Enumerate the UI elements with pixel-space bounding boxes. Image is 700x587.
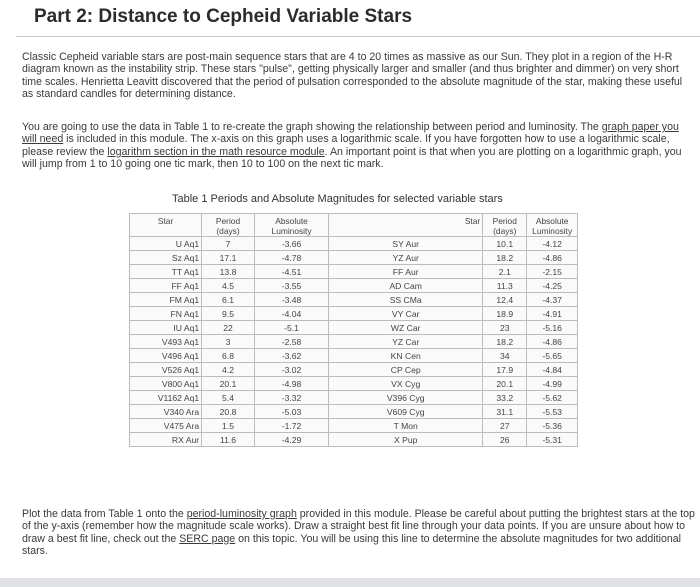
absolute-magnitude-cell: -3.62 <box>254 349 328 363</box>
page-title: Part 2: Distance to Cepheid Variable Stars <box>34 6 413 27</box>
table-row <box>130 279 578 293</box>
absolute-magnitude-cell: -3.02 <box>254 363 328 377</box>
absolute-magnitude-cell: -3.66 <box>254 237 328 251</box>
star-name-cell: V493 Aq1 <box>130 335 202 349</box>
instructions-paragraph <box>22 121 694 171</box>
period-cell: 5.4 <box>202 391 255 405</box>
period-cell: 11.6 <box>202 433 255 447</box>
period-2-cell: 18.2 <box>483 335 527 349</box>
star-name-cell: TT Aq1 <box>130 265 202 279</box>
star-name-2-cell: X Pup <box>329 433 483 447</box>
star-name-2-cell: VY Car <box>329 307 483 321</box>
table-row <box>130 419 578 433</box>
absolute-magnitude-2-cell: -4.86 <box>527 251 578 265</box>
period-2-cell: 23 <box>483 321 527 335</box>
period-cell: 6.8 <box>202 349 255 363</box>
absolute-magnitude-cell: -2.58 <box>254 335 328 349</box>
period-cell: 7 <box>202 237 255 251</box>
star-name-2-cell: V396 Cyg <box>329 391 483 405</box>
period-cell: 22 <box>202 321 255 335</box>
star-name-cell: V1162 Aq1 <box>130 391 202 405</box>
period-2-cell: 17.9 <box>483 363 527 377</box>
absolute-magnitude-2-cell: -4.37 <box>527 293 578 307</box>
table-row <box>130 265 578 279</box>
period-cell: 1.5 <box>202 419 255 433</box>
period-2-cell: 10.1 <box>483 237 527 251</box>
star-name-2-cell: KN Cen <box>329 349 483 363</box>
absolute-magnitude-2-cell: -4.91 <box>527 307 578 321</box>
period-cell: 13.8 <box>202 265 255 279</box>
absolute-magnitude-cell: -3.32 <box>254 391 328 405</box>
star-name-cell: FM Aq1 <box>130 293 202 307</box>
period-2-cell: 33.2 <box>483 391 527 405</box>
absolute-magnitude-2-cell: -5.16 <box>527 321 578 335</box>
period-cell: 4.5 <box>202 279 255 293</box>
period-2-cell: 18.9 <box>483 307 527 321</box>
period-2-cell: 31.1 <box>483 405 527 419</box>
star-name-cell: IU Aq1 <box>130 321 202 335</box>
table-caption: Table 1 Periods and Absolute Magnitudes for selected variable stars <box>172 193 503 205</box>
absolute-magnitude-cell: -3.55 <box>254 279 328 293</box>
absolute-magnitude-cell: -4.04 <box>254 307 328 321</box>
para2-text-3: . An important point is that when you are plotting on a logarithmic graph, you will jump from 1 to 10 going one tic mark, then 10 to 100 on the next tic mark. <box>22 145 682 171</box>
star-name-cell: FF Aq1 <box>130 279 202 293</box>
absolute-magnitude-cell: -4.98 <box>254 377 328 391</box>
para3-text-3: on this topic. You will be using this line to determine the absolute magnitudes for two additional stars. <box>22 532 681 558</box>
table-row <box>130 307 578 321</box>
absolute-magnitude-cell: -4.29 <box>254 433 328 447</box>
star-name-cell: Sz Aq1 <box>130 251 202 265</box>
graph-paper-link[interactable]: graph paper you will need <box>22 121 679 146</box>
header-period-2-line2: (days) <box>493 226 517 236</box>
header-star-2: Star <box>329 214 483 237</box>
star-name-cell: U Aq1 <box>130 237 202 251</box>
star-name-cell: RX Aur <box>130 433 202 447</box>
table-row <box>130 405 578 419</box>
absolute-magnitude-2-cell: -5.36 <box>527 419 578 433</box>
star-name-2-cell: AD Cam <box>329 279 483 293</box>
absolute-magnitude-2-cell: -4.99 <box>527 377 578 391</box>
star-name-2-cell: V609 Cyg <box>329 405 483 419</box>
star-name-2-cell: T Mon <box>329 419 483 433</box>
header-absolute-2 <box>527 214 578 237</box>
star-name-2-cell: YZ Aur <box>329 251 483 265</box>
absolute-magnitude-cell: -4.78 <box>254 251 328 265</box>
star-name-cell: V800 Aq1 <box>130 377 202 391</box>
period-cell: 20.1 <box>202 377 255 391</box>
table-row <box>130 363 578 377</box>
star-name-2-cell: VX Cyg <box>329 377 483 391</box>
star-name-cell: FN Aq1 <box>130 307 202 321</box>
header-absolute-line1: Absolute <box>275 216 308 226</box>
period-2-cell: 27 <box>483 419 527 433</box>
period-2-cell: 2.1 <box>483 265 527 279</box>
table-row <box>130 377 578 391</box>
absolute-magnitude-2-cell: -4.25 <box>527 279 578 293</box>
plotting-paragraph <box>22 508 698 558</box>
period-cell: 17.1 <box>202 251 255 265</box>
period-cell: 3 <box>202 335 255 349</box>
para2-text-1: You are going to use the data in Table 1 to re-create the graph showing the relationship between period and luminosity. The <box>22 121 602 133</box>
period-cell: 9.5 <box>202 307 255 321</box>
absolute-magnitude-cell: -4.51 <box>254 265 328 279</box>
absolute-magnitude-cell: -5.03 <box>254 405 328 419</box>
header-period-2 <box>483 214 527 237</box>
absolute-magnitude-2-cell: -5.65 <box>527 349 578 363</box>
table-row <box>130 321 578 335</box>
para3-text-2: provided in this module. Please be careful about putting the brightest stars at the top of the y-axis (remember how the magnitude scale works). Draw a straight best fit line through your data points. If you are unsure about how to draw a best fit line, check out the <box>22 508 695 545</box>
star-name-2-cell: SS CMa <box>329 293 483 307</box>
table-row <box>130 251 578 265</box>
table-row <box>130 293 578 307</box>
absolute-magnitude-2-cell: -2.15 <box>527 265 578 279</box>
period-2-cell: 34 <box>483 349 527 363</box>
header-period <box>202 214 255 237</box>
table-row <box>130 237 578 251</box>
absolute-magnitude-2-cell: -4.12 <box>527 237 578 251</box>
star-name-2-cell: YZ Car <box>329 335 483 349</box>
period-2-cell: 11.3 <box>483 279 527 293</box>
star-name-cell: V475 Ara <box>130 419 202 433</box>
star-name-cell: V526 Aq1 <box>130 363 202 377</box>
period-cell: 20.8 <box>202 405 255 419</box>
para2-text-2: is included in this module. The x-axis on this graph uses a logarithmic scale. If you have forgotten how to use a logarithmic scale, please review the <box>22 133 670 158</box>
period-2-cell: 12.4 <box>483 293 527 307</box>
star-name-2-cell: WZ Car <box>329 321 483 335</box>
period-2-cell: 18.2 <box>483 251 527 265</box>
period-2-cell: 26 <box>483 433 527 447</box>
header-star: Star <box>130 214 202 237</box>
serc-page-link[interactable]: SERC page <box>179 532 236 545</box>
absolute-magnitude-cell: -3.48 <box>254 293 328 307</box>
header-period-line1: Period <box>215 216 241 226</box>
header-period-line2: (days) <box>216 226 240 236</box>
table-header-row <box>130 214 578 237</box>
star-name-cell: V496 Aq1 <box>130 349 202 363</box>
period-luminosity-graph-link[interactable]: period-luminosity graph <box>186 508 297 520</box>
absolute-magnitude-2-cell: -5.62 <box>527 391 578 405</box>
star-name-2-cell: CP Cep <box>329 363 483 377</box>
intro-paragraph: Classic Cepheid variable stars are post-main sequence stars that are 4 to 20 times as massive as our Sun. They plot in a region of the H-R diagram known as the instability strip. These stars "pulse", getting physically larger and smaller (and thus brighter and dimmer) on very short time scales. Henrietta Leavitt discovered that the period of pulsation corresponded to the absolute magnitude of the star, making these useful as standard candles for determining distance. <box>22 51 683 101</box>
star-name-cell: V340 Ara <box>130 405 202 419</box>
absolute-magnitude-2-cell: -5.53 <box>527 405 578 419</box>
table-row <box>130 433 578 447</box>
absolute-magnitude-cell: -1.72 <box>254 419 328 433</box>
bottom-scroll-bar[interactable] <box>0 578 700 587</box>
para3-text-1: Plot the data from Table 1 onto the <box>22 508 187 520</box>
absolute-magnitude-2-cell: -4.84 <box>527 363 578 377</box>
table-row <box>130 349 578 363</box>
period-2-cell: 20.1 <box>483 377 527 391</box>
logarithm-section-link[interactable]: logarithm section in the math resource module <box>107 145 325 158</box>
absolute-magnitude-2-cell: -5.31 <box>527 433 578 447</box>
absolute-magnitude-2-cell: -4.86 <box>527 335 578 349</box>
table-row <box>130 335 578 349</box>
title-divider <box>16 36 700 37</box>
period-cell: 4.2 <box>202 363 255 377</box>
header-absolute-2-line2: Luminosity <box>532 226 573 236</box>
header-absolute-line2: Luminosity <box>271 226 312 236</box>
header-absolute <box>254 214 328 237</box>
table-row <box>130 391 578 405</box>
header-period-2-line1: Period <box>492 216 517 226</box>
header-absolute-2-line1: Absolute <box>535 216 569 226</box>
periods-magnitudes-table <box>129 213 578 447</box>
star-name-2-cell: FF Aur <box>329 265 483 279</box>
star-name-2-cell: SY Aur <box>329 237 483 251</box>
period-cell: 6.1 <box>202 293 255 307</box>
absolute-magnitude-cell: -5.1 <box>254 321 328 335</box>
